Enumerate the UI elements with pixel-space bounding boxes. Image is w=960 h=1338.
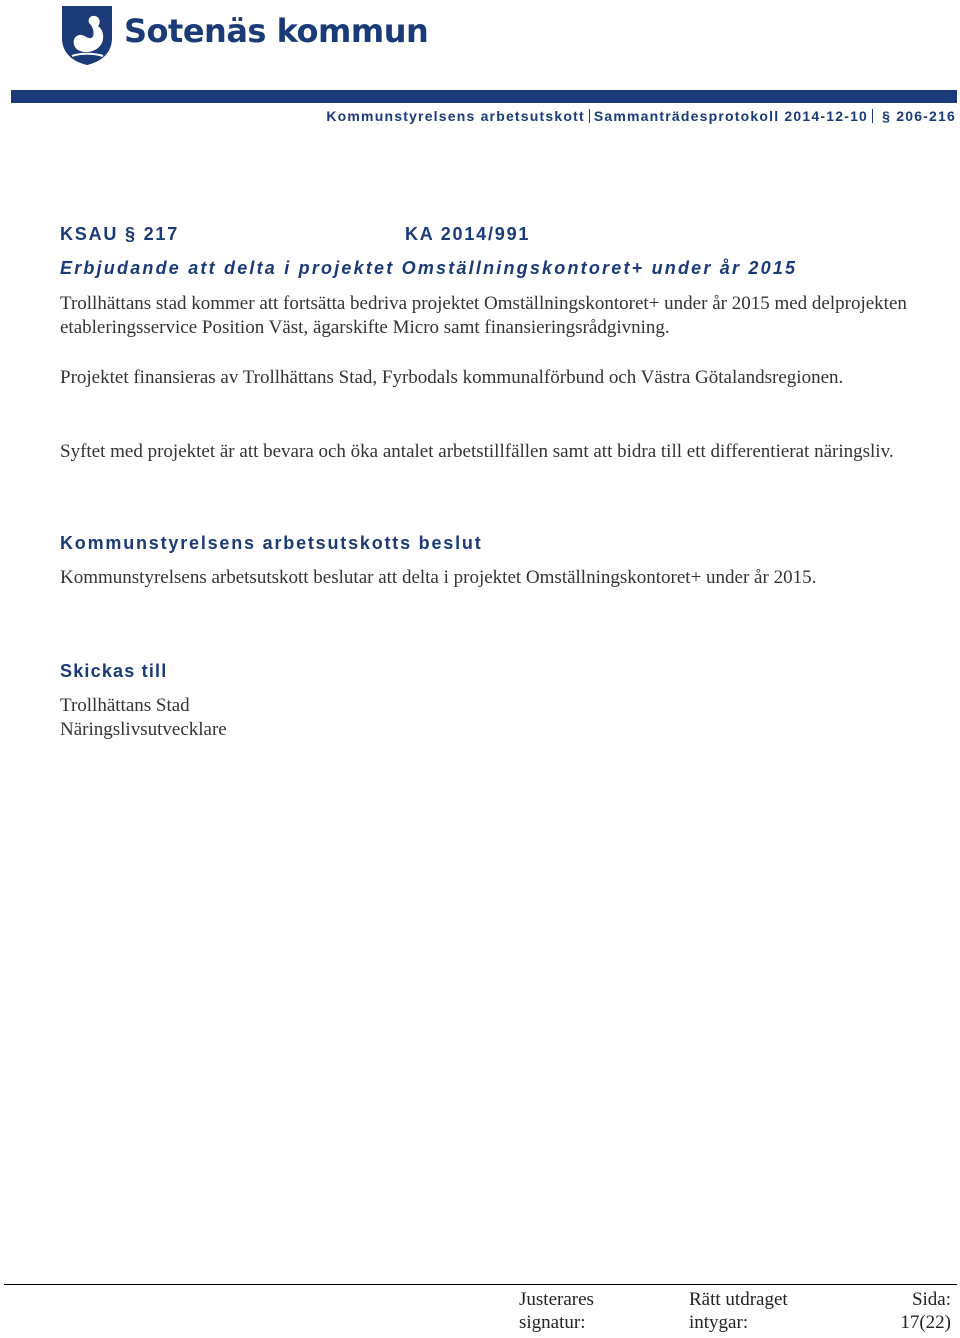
header-rule <box>11 90 957 103</box>
recipient: Näringslivsutvecklare <box>60 719 227 740</box>
body-paragraph: Projektet finansieras av Trollhättans Stad, Fyrbodals kommunalförbund och Västra Götalandsregionen. <box>60 367 844 388</box>
divider <box>589 109 590 123</box>
running-head-date: 2014-12-10 <box>784 108 869 124</box>
decision-text: Kommunstyrelsens arbetsutskott beslutar att delta i projektet Omställningskontoret+ under år 2015. <box>60 567 817 588</box>
swan-shield-icon <box>60 4 114 66</box>
case-number: KA 2014/991 <box>405 224 531 244</box>
case-title: Erbjudande att delta i projektet Omställningskontoret+ under år 2015 <box>60 258 798 278</box>
footer-label: Sida: <box>911 1289 951 1310</box>
footer-label: signatur: <box>519 1312 586 1333</box>
footer-page-number <box>860 1288 951 1334</box>
footer-label: Rätt utdraget <box>689 1289 788 1310</box>
footer-label: intygar: <box>689 1312 749 1333</box>
running-head-body: Kommunstyrelsens arbetsutskott <box>326 108 585 124</box>
logo-text: Sotenäs kommun <box>124 12 429 50</box>
recipient: Trollhättans Stad <box>60 695 190 716</box>
send-to-heading: Skickas till <box>60 661 168 681</box>
running-head-paragraphs: § 206-216 <box>882 108 956 124</box>
body-paragraph: Trollhättans stad kommer att fortsätta bedriva projektet Omställningskontoret+ under år 2015 med delprojekten etableringsservice Position Väst, ägarskifte Micro samt finansieringsrådgivning. <box>60 293 907 338</box>
divider <box>872 109 873 123</box>
running-head <box>0 108 956 124</box>
page-number: 17(22) <box>900 1312 951 1333</box>
footer-justerares <box>519 1288 594 1334</box>
body-paragraph: Syftet med projektet är att bevara och öka antalet arbetstillfällen samt att bidra till ett differentierat näringsliv. <box>60 441 894 462</box>
footer-ratt-utdraget <box>689 1288 788 1334</box>
footer-label: Justerares <box>519 1289 594 1310</box>
footer-rule <box>4 1284 957 1285</box>
running-head-doc-type: Sammanträdesprotokoll <box>593 108 780 124</box>
paragraph-id: KSAU § 217 <box>60 224 180 244</box>
decision-heading: Kommunstyrelsens arbetsutskotts beslut <box>60 533 483 553</box>
